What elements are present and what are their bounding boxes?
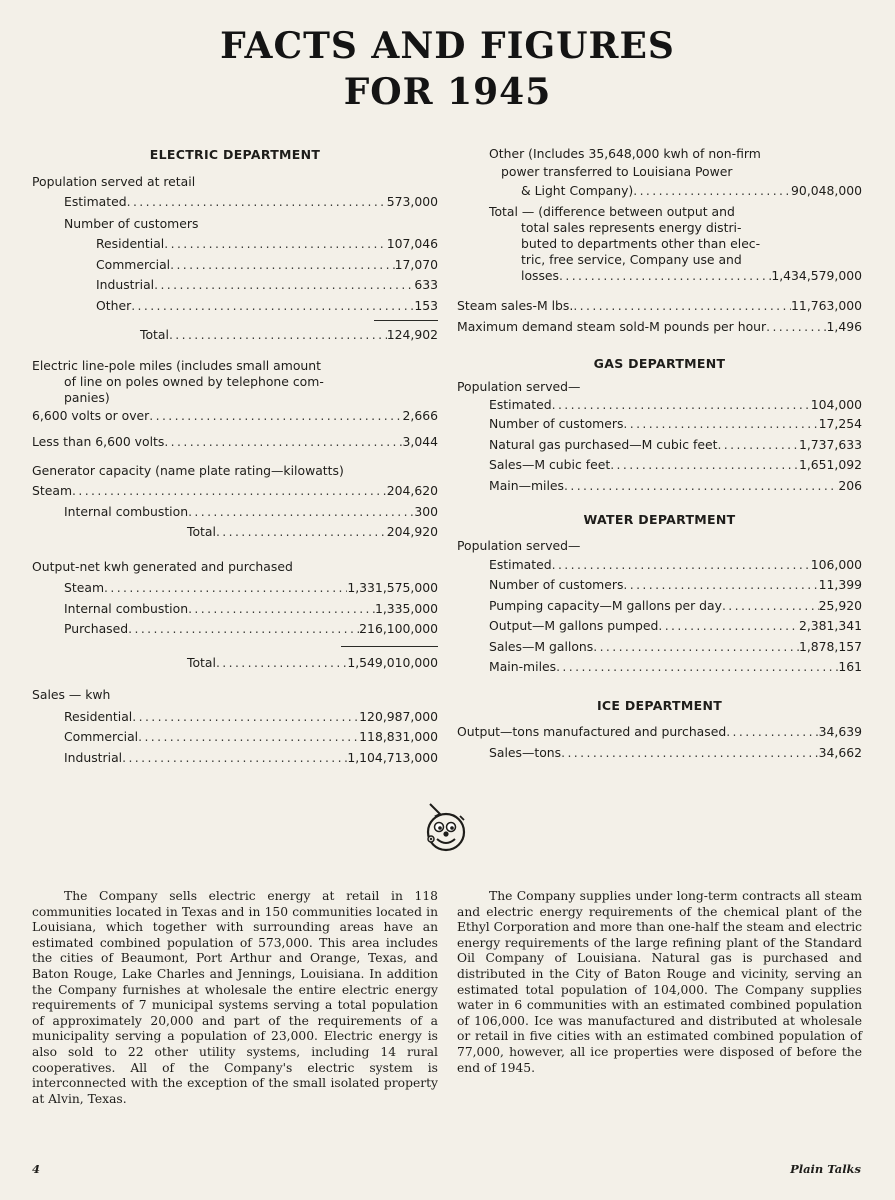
ice-output-row: Output—tons manufactured and purchased ..... 34,639 <box>457 722 862 743</box>
sales-residential-row: Residential ..... 120,987,000 <box>32 707 438 728</box>
sales-label: Sales — kwh <box>32 687 111 702</box>
water-estimated-row: Estimated ..... 106,000 <box>457 555 862 576</box>
steam-sales-row: Steam sales-M lbs. ..... 11,763,000 <box>457 296 862 317</box>
max-demand-row: Maximum demand steam sold-M pounds per hour ..... 1,496 <box>457 317 862 338</box>
industrial-row: Industrial ..... 633 <box>32 275 438 296</box>
output-label: Output-net kwh generated and purchased <box>32 558 293 574</box>
customers-total-row: Total ..... 124,902 <box>32 325 438 346</box>
gas-customers-row: Number of customers ..... 17,254 <box>457 414 862 435</box>
sales-total-row: losses ..... 1,434,579,000 <box>457 268 862 284</box>
line-pole-label-2: of line on poles owned by telephone com- <box>64 373 324 389</box>
ice-heading: ICE DEPARTMENT <box>596 697 723 713</box>
other-row: Other ..... 153 <box>32 296 438 317</box>
water-population-label: Population served— <box>457 537 581 553</box>
reddy-kilowatt-mascot-icon <box>420 802 470 856</box>
customers-label: Number of customers <box>64 215 199 231</box>
sales-total-line-3: buted to departments other than elec- <box>521 235 761 251</box>
line-pole-label-3: panies) <box>64 389 110 405</box>
company-electric-paragraph: The Company sells electric energy at retail in 118 communities located in Texas and in 150 communities located in Louisiana, which together with surrounding areas have an estimated combined population of 573,000. This area includes the cities of Beaumont, Port Arthur and Orange, Texas, and Baton Rouge, Lake Charles and Jennings, Louisiana. In addition the Company furnishes at wholesale the entire electric energy requirements of 7 municipal systems serving a total population of approximately 20,000 and part of the requirements of a municipality serving a population of 23,000. Electric energy is also sold to 22 other utility systems, including 14 rural cooperatives. All of the Company's electric system is interconnected with the exception of the small isolated property at Alvin, Texas. <box>32 889 438 1106</box>
sales-total-line-4: tric, free service, Company use and <box>521 251 742 267</box>
sales-commercial-row: Commercial ..... 118,831,000 <box>32 727 438 748</box>
page-subtitle: FOR 1945 <box>343 71 552 113</box>
magazine-name: Plain Talks <box>790 1162 861 1176</box>
gas-purchased-row: Natural gas purchased—M cubic feet ..... 1,737,633 <box>457 435 862 456</box>
sales-industrial-row: Industrial ..... 1,104,713,000 <box>32 748 438 769</box>
commercial-row: Commercial ..... 17,070 <box>32 255 438 276</box>
left-column <box>32 145 438 768</box>
water-heading: WATER DEPARTMENT <box>583 512 736 527</box>
output-steam-row: Steam ..... 1,331,575,000 <box>32 578 438 599</box>
output-purchased-row: Purchased ..... 216,100,000 <box>32 619 438 640</box>
electric-heading: ELECTRIC DEPARTMENT <box>149 147 321 162</box>
generator-steam-row: Steam ..... 204,620 <box>32 481 438 502</box>
sales-other-line-1: Other (Includes 35,648,000 kwh of non-firm <box>489 146 761 161</box>
gas-population-label: Population served— <box>457 379 581 394</box>
residential-row: Residential ..... 107,046 <box>32 234 438 255</box>
population-label: Population served at retail <box>32 173 196 189</box>
gas-estimated-row: Estimated ..... 104,000 <box>457 396 862 414</box>
page-title: FACTS AND FIGURES <box>220 25 675 67</box>
right-column <box>457 145 862 763</box>
water-output-row: Output—M gallons pumped ..... 2,381,341 <box>457 616 862 637</box>
water-pumping-row: Pumping capacity—M gallons per day ..... 25,920 <box>457 596 862 617</box>
generator-total-row: Total ..... 204,920 <box>32 522 438 543</box>
sales-other-line-2: power transferred to Louisiana Power <box>501 164 733 179</box>
ice-sales-row: Sales—tons ..... 34,662 <box>457 743 862 764</box>
sales-total-line-1: Total — (difference between output and <box>489 203 735 219</box>
gas-sales-row: Sales—M cubic feet ..... 1,651,092 <box>457 455 862 476</box>
sales-other-row: & Light Company) ..... 90,048,000 <box>457 181 862 202</box>
output-total-rule <box>341 646 438 647</box>
water-main-row: Main-miles ..... 161 <box>457 657 862 678</box>
volts-over-row: 6,600 volts or over ..... 2,666 <box>32 406 438 427</box>
population-estimated-row: Estimated ..... 573,000 <box>32 192 438 213</box>
company-supplies-paragraph: The Company supplies under long-term contracts all steam and electric energy requirements of the chemical plant of the Ethyl Corporation and more than one-half the steam and electric energy requirements of the large refining plant of the Standard Oil Company of Louisiana. Natural gas is purchased and distributed in the City of Baton Rouge and vicinity, serving an estimated total population of 104,000. The Company supplies water in 6 communities with an estimated combined population of 106,000. Ice was manufactured and distributed at wholesale or retail in five cities with an estimated combined population of 77,000, however, all ice properties were disposed of before the end of 1945. <box>457 889 863 1075</box>
gas-heading: GAS DEPARTMENT <box>593 355 726 371</box>
page-number: 4 <box>32 1162 41 1176</box>
sales-total-line-2: total sales represents energy distri- <box>521 219 742 235</box>
gas-main-row: Main—miles ..... 206 <box>457 476 862 497</box>
water-customers-row: Number of customers ..... 11,399 <box>457 575 862 596</box>
total-rule <box>374 320 438 321</box>
volts-less-row: Less than 6,600 volts ..... 3,044 <box>32 432 438 453</box>
generator-label: Generator capacity (name plate rating—kilowatts) <box>32 462 344 478</box>
line-pole-label-1: Electric line-pole miles (includes small amount <box>32 357 321 373</box>
output-total-row: Total ..... 1,549,010,000 <box>32 653 438 674</box>
water-sales-row: Sales—M gallons ..... 1,878,157 <box>457 637 862 658</box>
generator-internal-row: Internal combustion ..... 300 <box>32 502 438 523</box>
output-internal-row: Internal combustion ..... 1,335,000 <box>32 599 438 620</box>
